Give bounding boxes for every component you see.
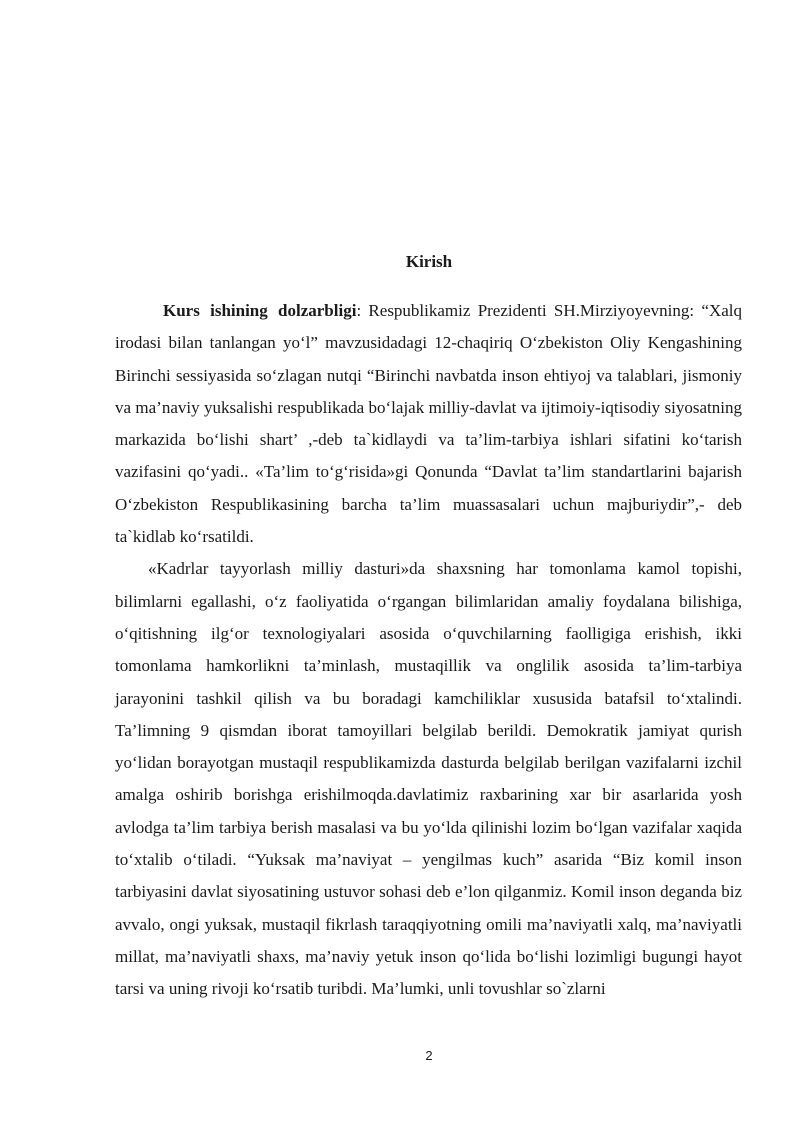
paragraph-lead: Kurs ishining dolzarbligi [163, 301, 357, 320]
section-heading: Kirish [405, 252, 453, 271]
paragraph-text: : Respublikamiz Prezidenti SH.Mirziyoyevning: “Xalq irodasi bilan tanlangan yo‘l” mavzusidadagi 12-chaqiriq O‘zbekiston Oliy Kengashining Birinchi sessiyasida so‘zlagan nutqi “Birinchi navbatda inson ehtiyoj va talablari, jismoniy va ma’naviy yuksalishi respublikada bo‘lajak milliy-davlat va ijtimoiy-iqtisodiy siyosatning markazida bo‘lishi shart’ ,-deb ta`kidlaydi va ta’lim-tarbiya ishlari sifatini ko‘tarish vazifasini qo‘yadi.. «Ta’lim to‘g‘risida»gi Qonunda “Davlat ta’lim standartlarini bajarish O‘zbekiston Respublikasining barcha ta’lim muassasalari uchun majburiydir”,- deb ta`kidlab ko‘rsatildi. [115, 301, 742, 547]
paragraph-relevance [115, 295, 742, 553]
body-text [115, 295, 742, 1006]
page-number: 2 [425, 1048, 433, 1063]
paragraph-cadres: «Kadrlar tayyorlash milliy dasturi»da shaxsning har tomonlama kamol topishi, bilimlarni egallashi, o‘z faoliyatida o‘rgangan bilimlaridan amaliy foydalana bilishiga, o‘qitishning ilg‘or texnologiyalari asosida o‘quvchilarning faolligiga erishish, ikki tomonlama hamkorlikni ta’minlash, mustaqillik va onglilik asosida ta’lim-tarbiya jarayonini tashkil qilish va bu boradagi kamchiliklar xususida batafsil to‘xtalindi. Ta’limning 9 qismdan iborat tamoyillari belgilab berildi. Demokratik jamiyat qurish yo‘lidan borayotgan mustaqil respublikamizda dasturda belgilab berilgan vazifalarni izchil amalga oshirib borishga erishilmoqda.davlatimiz raxbarining xar bir asarlarida yosh avlodga ta’lim tarbiya berish masalasi va bu yo‘lda qilinishi lozim bo‘lgan vazifalar xaqida to‘xtalib o‘tiladi. “Yuksak ma’naviyat – yengilmas kuch” asarida “Biz komil inson tarbiyasini davlat siyosatining ustuvor sohasi deb e’lon qilganmiz. Komil inson deganda biz avvalo, ongi yuksak, mustaqil fikrlash taraqqiyotning omili ma’naviyatli xalq, ma’naviyatli millat, ma’naviyatli shaxs, ma’naviy yetuk inson qo‘lida bo‘lishi lozimligi bugungi hayot tarsi va uning rivoji ko‘rsatib turibdi. Ma’lumki, unli tovushlar so`zlarni [115, 559, 742, 999]
